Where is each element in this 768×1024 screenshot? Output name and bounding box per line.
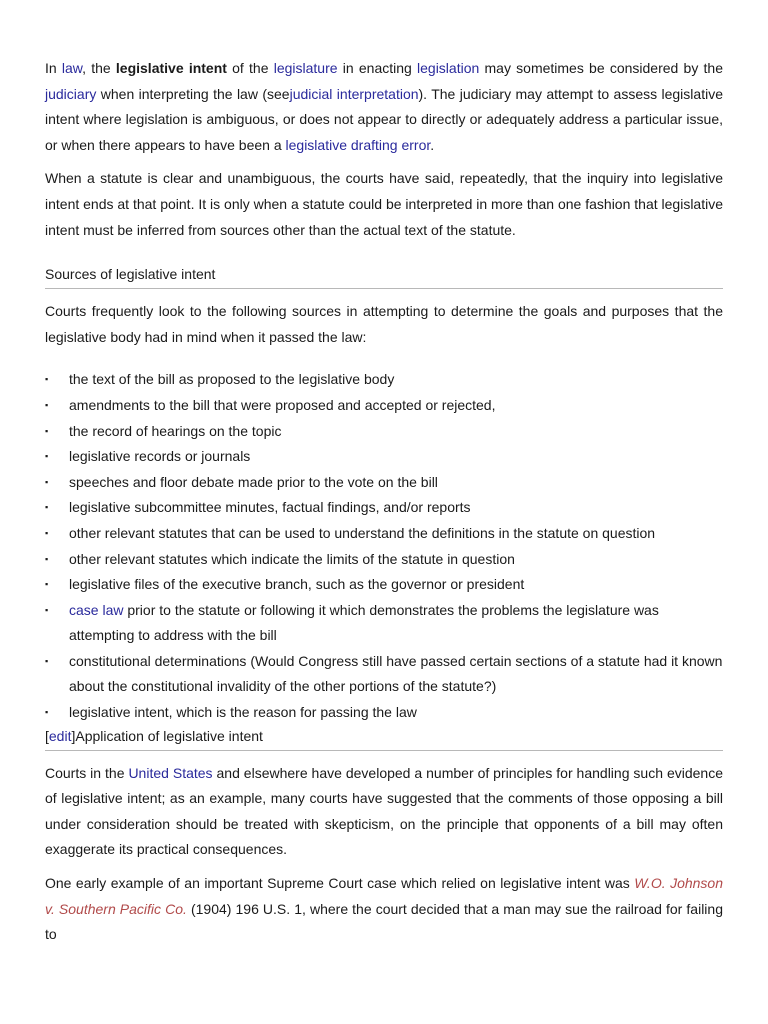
source-text: the text of the bill as proposed to the legislative body bbox=[69, 371, 395, 388]
legislation-link[interactable]: legislation bbox=[417, 60, 480, 76]
edit-link[interactable]: edit bbox=[48, 727, 72, 744]
source-list-item bbox=[45, 521, 723, 547]
case-example-paragraph: One early example of an important Supreme Court case which relied on legislative intent was W.O. Johnson v. Southern Pacific Co. (1904) 196 U.S. 1, where the court decided that a man may sue the railroad for failing to bbox=[45, 875, 723, 943]
bullet-icon bbox=[45, 470, 48, 496]
source-text: other relevant statutes which indicate the limits of the statute in question bbox=[69, 550, 515, 567]
source-list-item bbox=[45, 547, 723, 573]
source-list-item bbox=[45, 419, 723, 445]
bullet-icon bbox=[45, 572, 48, 598]
law-link[interactable]: law bbox=[61, 60, 83, 76]
source-text: the record of hearings on the topic bbox=[69, 422, 282, 439]
bullet-icon bbox=[45, 700, 48, 726]
source-text: speeches and floor debate made prior to the vote on the bill bbox=[69, 473, 438, 490]
source-list-item bbox=[45, 700, 723, 726]
judicial-interpretation-link[interactable]: judicial interpretation bbox=[289, 85, 419, 102]
bullet-icon bbox=[45, 393, 48, 419]
bullet-icon bbox=[45, 649, 48, 675]
source-list-item bbox=[45, 572, 723, 598]
intro-paragraph: In law, the legislative intent of the legislature in enacting legislation may sometimes be considered by the judiciary when interpreting the law (seejudicial interpretation). The judiciary may attempt to assess legislative intent where legislation is ambiguous, or does not appear to directly or adequately address a particular issue, or when there appears to have been a legislative drafting error. bbox=[45, 60, 723, 153]
source-text: amendments to the bill that were proposed and accepted or rejected, bbox=[69, 396, 496, 413]
source-list-item bbox=[45, 495, 723, 521]
clear-statute-paragraph: When a statute is clear and unambiguous, the courts have said, repeatedly, that the inquiry into legislative intent ends at that point. It is only when a statute could be interpreted in more than one fashion that legislative intent must be inferred from sources other than the actual text of the statute. bbox=[45, 170, 723, 238]
case-law-link[interactable]: case law bbox=[69, 601, 124, 618]
source-text: other relevant statutes that can be used to understand the definitions in the statute on question bbox=[69, 524, 656, 541]
source-text: constitutional determinations (Would Congress still have passed certain sections of a statute had it known about the constitutional invalidity of the other portions of the statute?) bbox=[69, 652, 723, 695]
bullet-icon bbox=[45, 419, 48, 445]
united-states-link[interactable]: United States bbox=[128, 764, 213, 781]
source-list-item bbox=[45, 598, 723, 649]
bullet-icon bbox=[45, 521, 48, 547]
bullet-icon bbox=[45, 495, 48, 521]
source-text: prior to the statute or following it which demonstrates the problems the legislature was attempting to address with the bill bbox=[69, 601, 659, 644]
legislative-drafting-error-link[interactable]: legislative drafting error bbox=[285, 136, 431, 153]
sources-heading: Sources of legislative intent bbox=[45, 264, 723, 289]
source-list-item bbox=[45, 470, 723, 496]
bullet-icon bbox=[45, 547, 48, 573]
bullet-icon bbox=[45, 598, 48, 624]
source-list-item bbox=[45, 444, 723, 470]
application-heading: [edit]Application of legislative intent bbox=[45, 726, 723, 751]
source-text: legislative files of the executive branch, such as the governor or president bbox=[69, 576, 525, 593]
sources-list bbox=[45, 367, 723, 725]
source-text: legislative records or journals bbox=[69, 448, 251, 465]
legislative-intent-term: legislative intent bbox=[115, 60, 227, 76]
source-list-item bbox=[45, 393, 723, 419]
bullet-icon bbox=[45, 367, 48, 393]
document-page bbox=[45, 56, 723, 948]
application-heading-title: Application of legislative intent bbox=[75, 727, 263, 744]
united-states-paragraph: Courts in the United States and elsewhere have developed a number of principles for handling such evidence of legislative intent; as an example, many courts have suggested that the comments of those opposing a bill under consideration should be treated with skepticism, on the principle that opponents of a bill may often exaggerate its practical consequences. bbox=[45, 764, 723, 858]
courts-look-paragraph: Courts frequently look to the following sources in attempting to determine the goals and purposes that the legislative body had in mind when it passed the law: bbox=[45, 303, 723, 345]
bullet-icon bbox=[45, 444, 48, 470]
source-list-item bbox=[45, 367, 723, 393]
johnson-v-southern-pacific-link[interactable]: W.O. Johnson v. Southern Pacific Co. bbox=[45, 875, 723, 917]
legislature-link[interactable]: legislature bbox=[273, 60, 338, 76]
source-list-item bbox=[45, 649, 723, 700]
judiciary-link[interactable]: judiciary bbox=[45, 85, 97, 102]
source-text: legislative subcommittee minutes, factual findings, and/or reports bbox=[69, 499, 471, 516]
source-text: legislative intent, which is the reason for passing the law bbox=[69, 704, 417, 721]
